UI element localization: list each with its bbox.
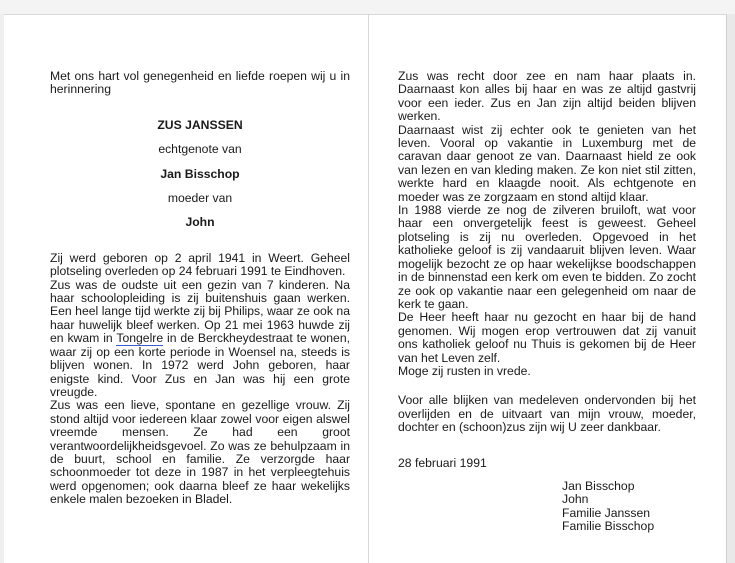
signer-2: John [562,492,589,507]
signer-3: Familie Janssen [562,505,651,520]
bio-paragraph-1: Zij werd geboren op 2 april 1941 in Weert. Geheel plotseling overleden op 24 februari 1991 te Eindhoven. [50,250,350,279]
child-name: John [185,215,215,230]
bio-paragraph-2-text: Zus was de oudste uit een gezin van 7 kinderen. Na haar schoolopleiding is zij buitenshuis gaan werken. Een heel lange tijd werkte zij bij Philips, waar ze ook na haar huwelijk bleef werken. Op 21 mei 1963 huwde zij en kwam in [50,277,350,346]
bio-paragraph-3: Zus was een lieve, spontane en gezellige vrouw. Zij stond altijd voor iedereen klaar zowel voor eigen alswel vreemde mensen. Ze had een groot verantwoordelijkheidsgevoel. Zo was ze behulpzaam in de buurt, school en familie. Ze verzorgde haar schoonmoeder tot deze in 1987 in het verpleegtehuis werd opgenomen; ook daarna bleef ze haar wekelijks enkele malen bezoeken in Bladel. [50,398,350,507]
right-page [398,70,696,534]
right-paragraph-5: Moge zij rusten in vrede. [398,363,531,378]
spouse-label: echtgenote van [158,142,242,157]
name-block [50,119,350,230]
right-paragraph-2: Daarnaast wist zij echter ook te genieten van het leven. Vooral op vakantie in Luxemburg met de caravan daar genoot ze van. Daarnaast hield ze ook van lezen en van kleding maken. Ze kon niet stil zitten, werkte hard en klaagde nooit. Als echtgenote en moeder was ze zorgzaam en stond altijd klaar. [398,122,696,204]
card-fold-line [368,14,369,563]
thanks-text: Voor alle blijken van medeleven ondervonden bij het overlijden en de uitvaart van mijn vrouw, moeder, dochter en (schoon)zus zijn wij U zeer dankbaar. [398,393,696,435]
left-page [50,70,350,507]
right-paragraph-4: De Heer heeft haar nu gezocht en haar bij de hand genomen. Wij mogen erop vertrouwen dat zij vanuit ons katholiek geloof nu Thuis is gekomen bij de Heer van het Leven zelf. [398,310,696,365]
spouse-name: Jan Bisschop [160,166,240,181]
right-paragraph-1: Zus was recht door zee en nam haar plaats in. Daarnaast kon alles bij haar en was ze altijd gastvrij voor een ieder. Zus en Jan zijn altijd beiden blijven werken. [398,69,696,124]
signers-list [562,480,696,534]
intro-text: Met ons hart vol genegenheid en liefde roepen wij u in herinnering [50,69,350,97]
bio-paragraph-2-rest: in de Berckheydestraat te wonen, waar zij op een korte periode in Woensel na, steeds is blijven wonen. In 1972 werd John geboren, haar enigste kind. Voor Zus en Jan was hij een grote vreugde. [50,331,350,399]
signer-1: Jan Bisschop [562,478,635,493]
right-paragraph-3: In 1988 vierde ze nog de zilveren bruiloft, wat voor haar een onvergetelijk feest is geweest. Geheel plotseling is zij nu overleden. Opgevoed in het katholieke geloof is zij vandaaruit blijven leven. Waar mogelijk bezocht ze op haar wekelijkse boodschappen in de binnenstad een kerk om even te bidden. Zo zocht ze ook op vakantie naar een gelegenheid om naar de kerk te gaan. [398,203,696,311]
signer-4: Familie Bisschop [562,519,655,534]
underlined-place: Tongelre [116,331,164,346]
scan-right-edge [726,14,735,563]
bio-paragraph-2 [50,279,350,400]
scan-left-edge [0,14,4,563]
scan-top-bar [0,0,735,15]
deceased-name: ZUS JANSSEN [157,117,243,132]
date-text: 28 februari 1991 [398,455,487,470]
mother-label: moeder van [167,191,233,206]
